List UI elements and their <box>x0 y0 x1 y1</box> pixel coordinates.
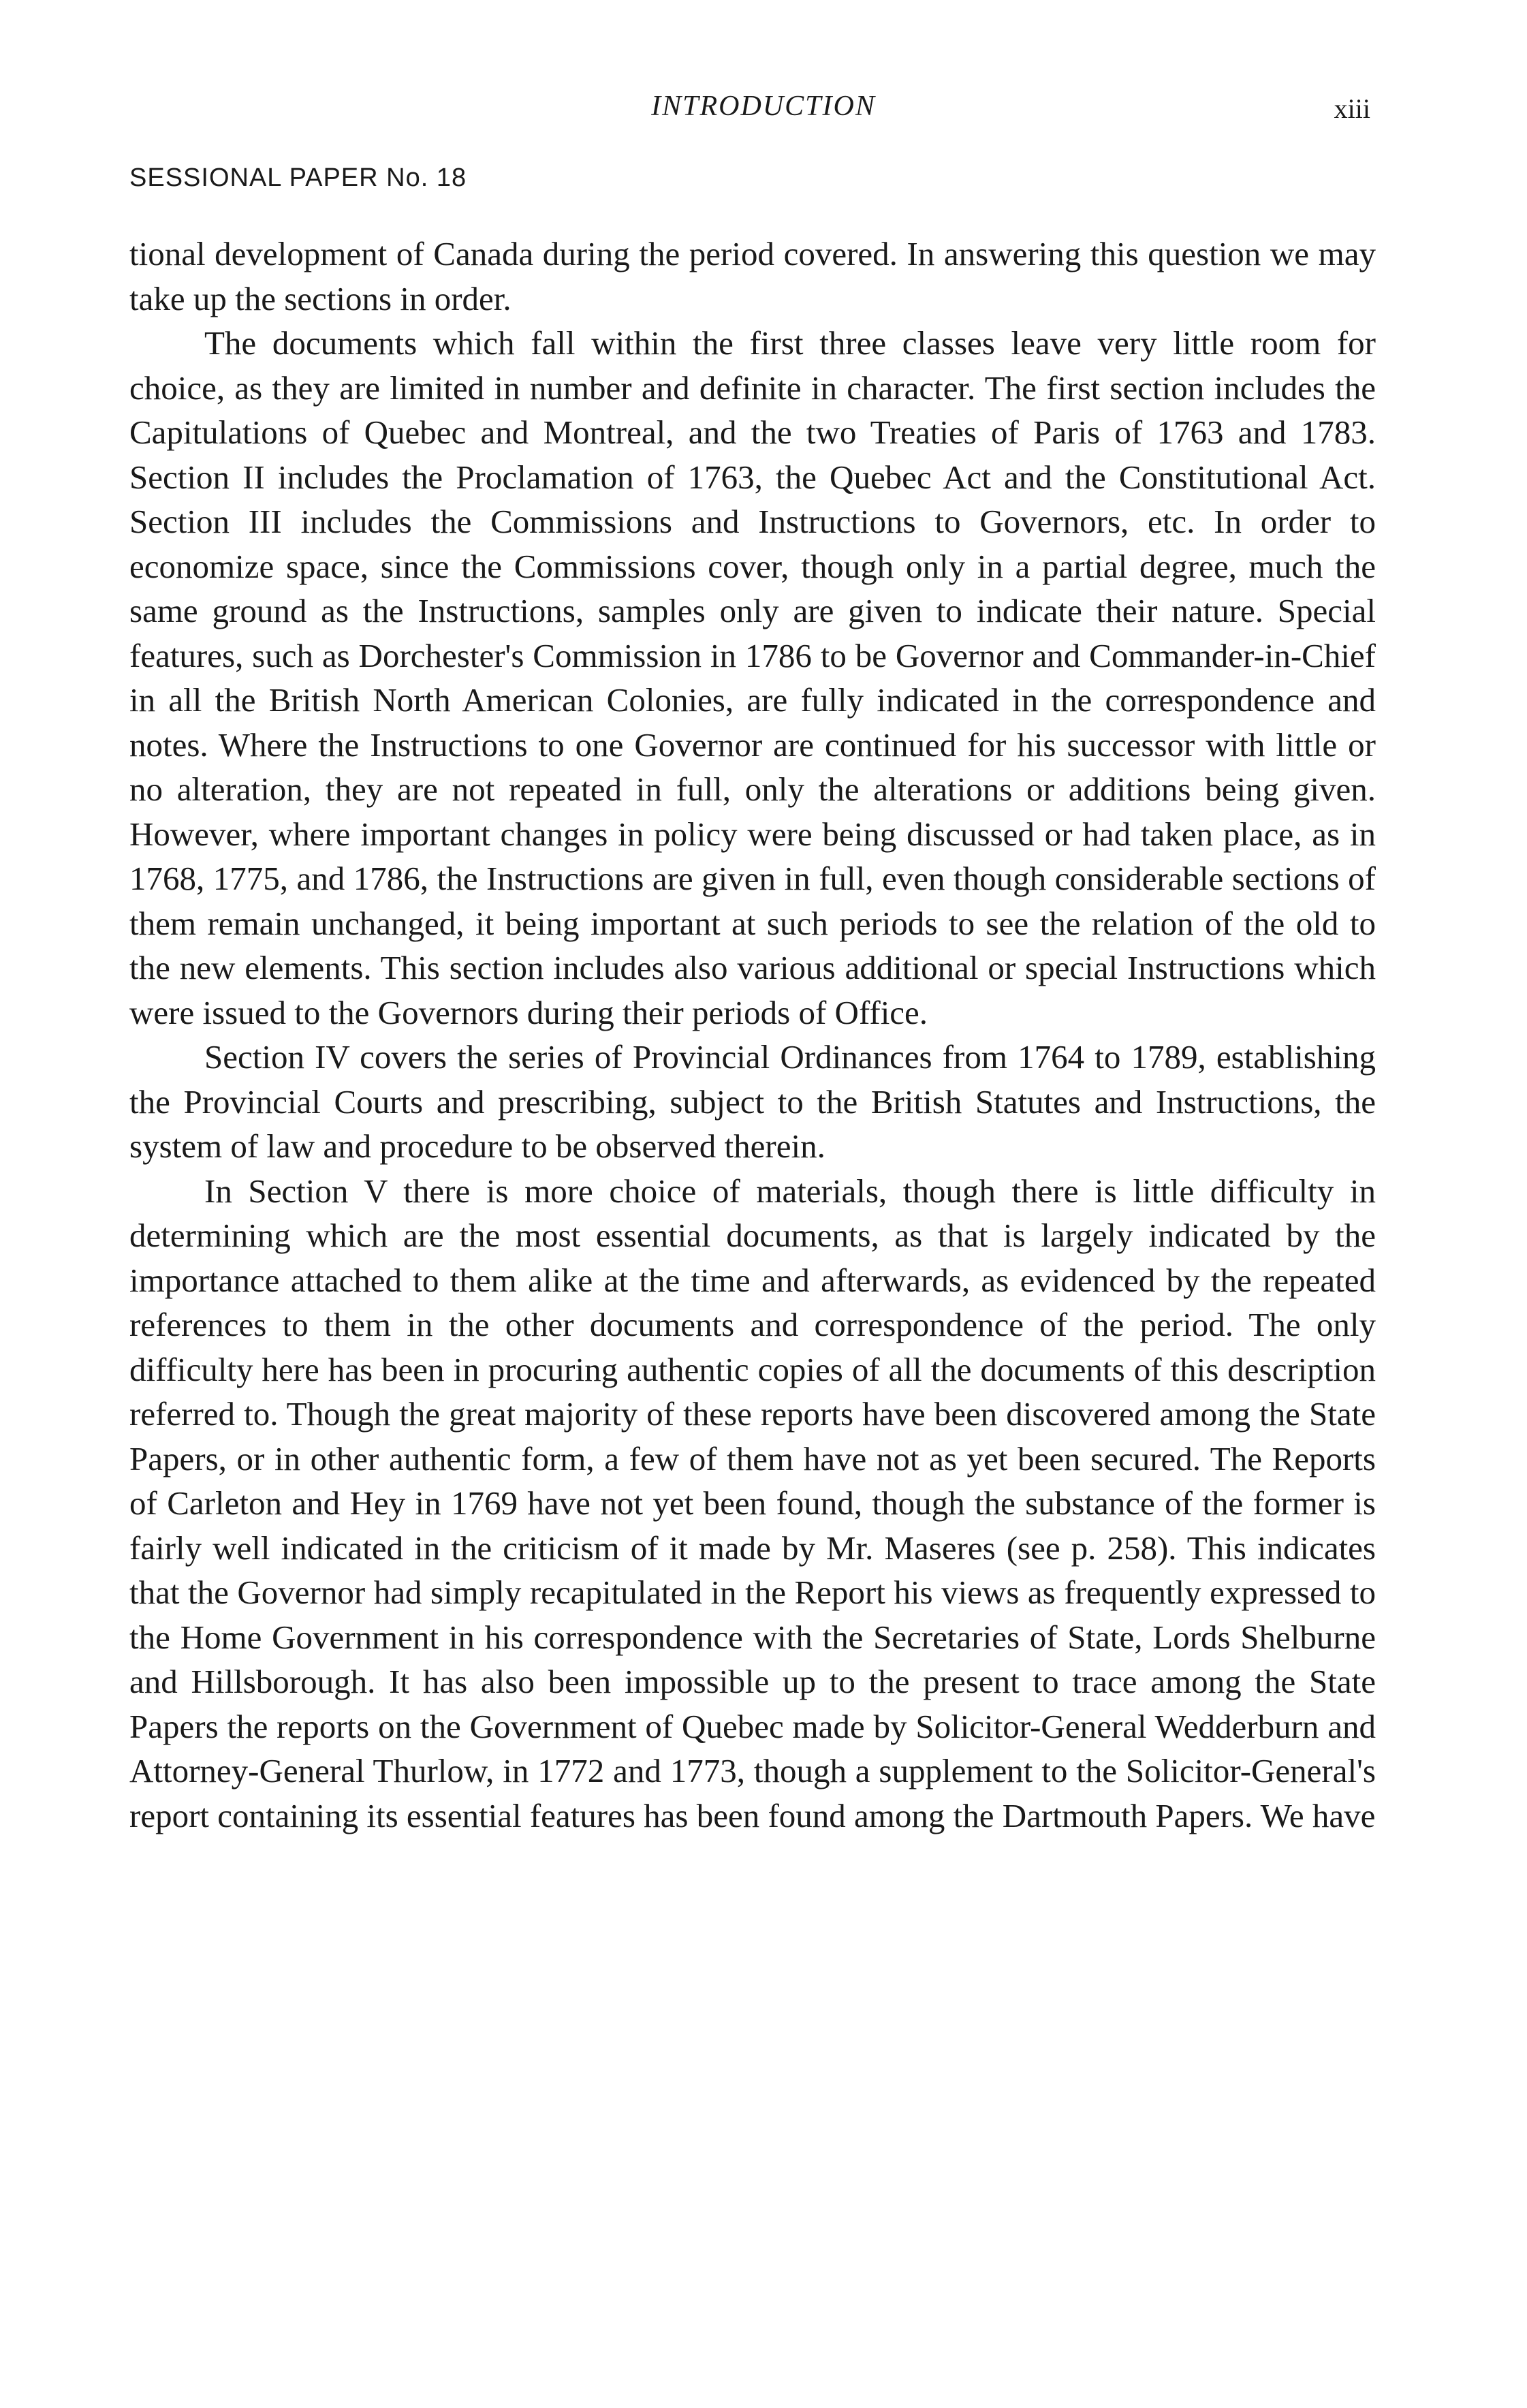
body-text <box>129 232 1376 1838</box>
paragraph: Section IV covers the series of Provincial Ordinances from 1764 to 1789, establishing the Provincial Courts and prescribing, subject to the British Statutes and Instructions, the system of law and procedure to be observed therein. <box>129 1038 1376 1165</box>
paragraph-continuation: tional development of Canada during the period covered. In answering this question we may take up the sections in order. <box>129 235 1376 317</box>
running-title: INTRODUCTION <box>651 91 876 122</box>
paragraph: The documents which fall within the first three classes leave very little room for choice, as they are limited in number and definite in character. The first section includes the Capitulations of Quebec and Montreal, and the two Treaties of Paris of 1763 and 1783. Section II includes the Proclamation of 1763, the Quebec Act and the Constitutional Act. Section III includes the Commissions and Instructions to Governors, etc. In order to economize space, since the Commissions cover, though only in a partial degree, much the same ground as the Instructions, samples only are given to indicate their nature. Special features, such as Dorchester's Commission in 1786 to be Governor and Commander-in-Chief in all the British North American Colonies, are fully indicated in the correspondence and notes. Where the Instructions to one Governor are continued for his successor with little or no alteration, they are not repeated in full, only the alterations or additions being given. However, where important changes in policy were being discussed or had taken place, as in 1768, 1775, and 1786, the Instructions are given in full, even though considerable sections of them remain unchanged, it being important at such periods to see the relation of the old to the new elements. This section includes also various additional or special Instructions which were issued to the Governors during their periods of Office. <box>129 324 1376 1031</box>
sessional-paper-label: SESSIONAL PAPER No. 18 <box>129 163 467 192</box>
running-header <box>0 90 1527 131</box>
page-number: xiii <box>1334 93 1370 124</box>
paragraph: In Section V there is more choice of materials, though there is little difficulty in determining which are the most essential documents, as that is largely indicated by the importance attached to them alike at the time and afterwards, as evidenced by the repeated references to them in the other documents and correspondence of the period. The only difficulty here has been in procuring authentic copies of all the documents of this description referred to. Though the great majority of these reports have been discovered among the State Papers, or in other authentic form, a few of them have not as yet been secured. The Reports of Carleton and Hey in 1769 have not yet been found, though the substance of the former is fairly well indicated in the criticism of it made by Mr. Maseres (see p. 258). This indicates that the Governor had simply recapitulated in the Report his views as frequently expressed to the Home Government in his correspondence with the Secretaries of State, Lords Shelburne and Hillsborough. It has also been impossible up to the present to trace among the State Papers the reports on the Government of Quebec made by Solicitor-General Wedderburn and Attorney-General Thurlow, in 1772 and 1773, though a supplement to the Solicitor-General's report containing its essential features has been found among the Dartmouth Papers. We have <box>129 1172 1376 1834</box>
